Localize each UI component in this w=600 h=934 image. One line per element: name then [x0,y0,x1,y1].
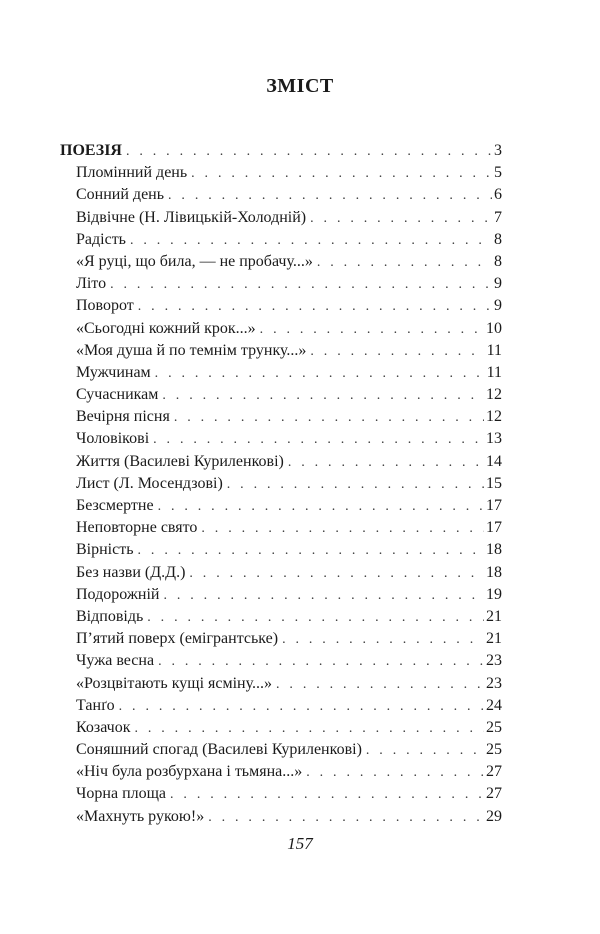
toc-entry [60,362,502,384]
toc-entry [60,406,502,428]
toc-entry-title: Мужчинам [76,363,151,381]
toc-entry-page: 27 [486,785,502,803]
toc-entry-title: Сучасникам [76,386,159,404]
toc-entry-page: 10 [486,319,502,337]
toc-entry-title: Відповідь [76,607,144,625]
dot-leader [272,674,484,695]
toc-entry-page: 19 [486,585,502,603]
toc-entry-title: Сонний день [76,186,165,204]
dot-leader [159,585,484,606]
toc-entry-title: «Махнуть рукою!» [76,807,205,825]
dot-leader [170,407,484,428]
toc-entry [60,207,502,229]
toc-entry [60,806,502,828]
toc-entry [60,606,502,628]
dot-leader [185,563,484,584]
dot-leader [164,185,492,206]
toc-entry [60,229,502,251]
toc-entry-page: 17 [486,497,502,514]
dot-leader [302,762,484,783]
toc-entry-page: 9 [494,275,502,293]
dot-leader [284,452,484,473]
dot-leader [154,496,484,517]
toc-entry [60,473,502,495]
toc-entry-page: 18 [486,541,502,559]
toc-entry-page: 5 [494,164,502,182]
toc-entry-title: Безсмертне [76,497,154,514]
toc-entry-page: 24 [486,696,502,714]
toc-entry-title: «Ніч була розбурхана і тьмяна...» [76,763,303,781]
dot-leader [187,163,492,184]
toc-entry-page: 17 [486,519,502,537]
toc-entry-page: 25 [486,718,502,736]
toc-entry-page: 6 [494,186,502,204]
dot-leader [126,230,492,251]
toc-entry-page: 11 [486,363,502,381]
dot-leader [197,518,484,539]
dot-leader [134,540,484,561]
toc-entry-page: 21 [486,630,502,648]
dot-leader [115,696,484,717]
toc-entry-title: Без назви (Д.Д.) [76,563,186,581]
toc-entry-title: Лист (Л. Мосендзові) [76,474,223,492]
dot-leader [256,319,484,340]
toc-entry [60,162,502,184]
dot-leader [130,718,484,739]
page-number: 157 [287,834,313,853]
dot-leader [313,252,492,273]
dot-leader [306,208,492,229]
dot-leader [223,474,484,495]
toc-entry-title: Чоловікові [76,430,150,448]
toc-entry-title: Подорожній [76,585,160,603]
toc-entry [60,673,502,695]
dot-leader [134,296,492,317]
dot-leader [158,385,484,406]
toc-entry [60,695,502,717]
toc-entry [60,340,502,362]
toc-entry-page: 8 [494,252,502,270]
toc-entry-title: Козачок [76,718,131,736]
toc-entry-page: 15 [486,474,502,492]
toc-entry [60,739,502,761]
toc-entry [60,495,502,517]
toc-entry-page: 13 [486,430,502,448]
toc-section-poetry [60,140,502,162]
toc-entry-page: 11 [486,341,502,359]
toc-entry [60,184,502,206]
toc-entry-title: «Розцвітають кущі ясміну...» [76,674,273,692]
toc-entry-title: Відвічне (Н. Лівицькій-Холодній) [76,208,307,226]
dot-leader [122,141,492,162]
toc-entry-title: «Я руці, що била, — не пробачу...» [76,252,313,270]
toc-entry [60,628,502,650]
table-of-contents [60,140,502,828]
toc-entry [60,451,502,473]
toc-entry [60,717,502,739]
toc-entry [60,273,502,295]
dot-leader [278,629,484,650]
dot-leader [154,651,484,672]
toc-entry-page: 27 [486,763,502,781]
toc-section-title: ПОЕЗІЯ [60,142,122,159]
toc-entry-page: 7 [494,208,502,226]
toc-entry-title: Вірність [76,541,134,559]
toc-entry [60,517,502,539]
dot-leader [362,740,484,761]
toc-entry-title: Чорна площа [76,785,167,803]
toc-entry [60,384,502,406]
dot-leader [143,607,484,628]
toc-entry-title: Чужа весна [76,652,155,670]
toc-entry [60,650,502,672]
toc-entry-title: Радість [76,230,126,248]
toc-entry-page: 12 [486,386,502,404]
toc-entry [60,761,502,783]
toc-section-page: 3 [494,142,502,159]
toc-entry [60,539,502,561]
toc-entry-title: Танґо [76,696,115,714]
toc-entry-title: П’ятий поверх (емігрантське) [76,630,279,648]
dot-leader [204,807,484,828]
dot-leader [306,341,484,362]
toc-entry-page: 21 [486,607,502,625]
dot-leader [166,784,484,805]
toc-entry [60,562,502,584]
toc-entry-title: Вечірня пісня [76,408,170,426]
toc-entry-title: Соняшний спогад (Василеві Куриленкові) [76,741,362,759]
toc-entry [60,584,502,606]
toc-entry-title: «Сьогодні кожний крок...» [76,319,256,337]
toc-entry [60,251,502,273]
toc-entry [60,428,502,450]
toc-entry-page: 9 [494,297,502,315]
dot-leader [151,363,485,384]
dot-leader [106,274,492,295]
toc-entry-title: «Моя душа й по темнім трунку...» [76,341,307,359]
toc-entry-page: 18 [486,563,502,581]
toc-entry [60,295,502,317]
toc-entry [60,318,502,340]
toc-entry-title: Неповторне свято [76,519,198,537]
toc-entry-title: Поворот [76,297,134,315]
toc-entry-title: Літо [76,275,107,293]
toc-entry [60,783,502,805]
toc-entry-page: 23 [486,674,502,692]
toc-entry-page: 14 [486,452,502,470]
toc-entry-title: Життя (Василеві Куриленкові) [76,452,284,470]
toc-entry-title: Пломінний день [76,164,188,182]
toc-entry-page: 23 [486,652,502,670]
toc-entry-page: 29 [486,807,502,825]
toc-entry-page: 8 [494,230,502,248]
toc-entry-page: 25 [486,741,502,759]
page-title: ЗМІСТ [266,75,334,97]
dot-leader [149,429,484,450]
toc-entry-page: 12 [486,408,502,426]
